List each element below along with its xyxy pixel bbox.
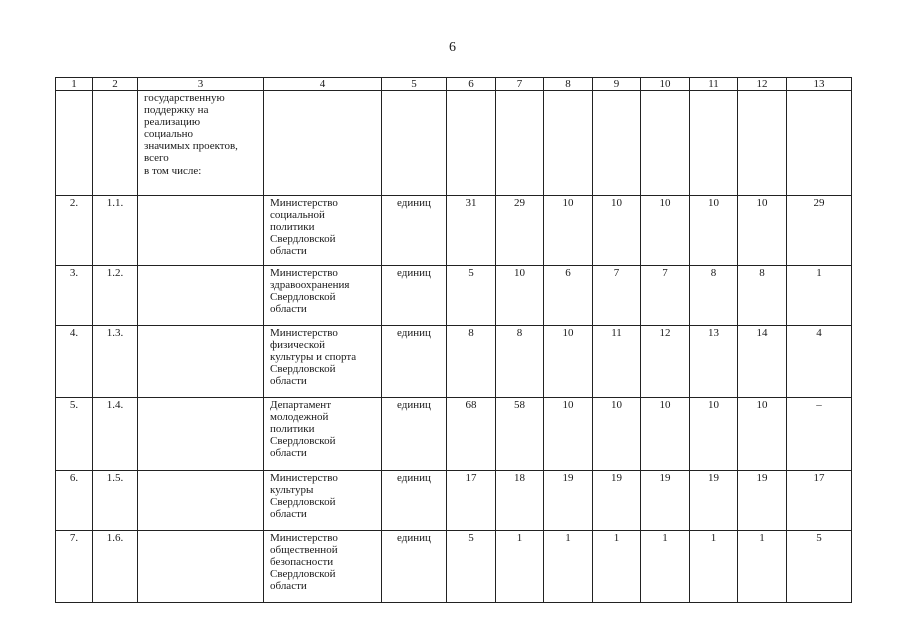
cell-value-col-11: 19 [690, 471, 738, 531]
cell-value-col-11: 1 [690, 531, 738, 603]
cell-unit [382, 91, 447, 196]
cell-value-col-12: 10 [738, 398, 787, 471]
cell-unit: единиц [382, 266, 447, 326]
page-number: 6 [449, 40, 456, 55]
column-header-1: 1 [56, 78, 93, 91]
cell-value-col-8: 10 [544, 398, 593, 471]
cell-agency: Министерство здравоохранения Свердловской области [264, 266, 382, 326]
cell-row-number: 5. [56, 398, 93, 471]
indicators-table [55, 77, 852, 603]
column-header-12: 12 [738, 78, 787, 91]
cell-row-number: 2. [56, 196, 93, 266]
cell-row-number: 7. [56, 531, 93, 603]
cell-value-col-11: 8 [690, 266, 738, 326]
cell-value-col-6: 5 [447, 266, 496, 326]
cell-value-col-13 [787, 91, 852, 196]
column-header-8: 8 [544, 78, 593, 91]
cell-agency: Министерство физической культуры и спорта Свердловской области [264, 326, 382, 398]
cell-value-col-6: 5 [447, 531, 496, 603]
column-header-11: 11 [690, 78, 738, 91]
cell-unit: единиц [382, 471, 447, 531]
cell-value-col-11: 10 [690, 398, 738, 471]
column-header-6: 6 [447, 78, 496, 91]
column-header-3: 3 [138, 78, 264, 91]
cell-value-col-7 [496, 91, 544, 196]
cell-value-col-9 [593, 91, 641, 196]
cell-item-code [93, 91, 138, 196]
cell-value-col-7: 1 [496, 531, 544, 603]
cell-item-code: 1.6. [93, 531, 138, 603]
cell-agency: Департамент молодежной политики Свердловской области [264, 398, 382, 471]
cell-value-col-7: 10 [496, 266, 544, 326]
cell-indicator-name [138, 531, 264, 603]
column-header-2: 2 [93, 78, 138, 91]
cell-agency: Министерство социальной политики Свердловской области [264, 196, 382, 266]
cell-value-col-9: 10 [593, 398, 641, 471]
cell-agency: Министерство общественной безопасности Свердловской области [264, 531, 382, 603]
cell-unit: единиц [382, 398, 447, 471]
cell-value-col-11 [690, 91, 738, 196]
cell-value-col-13: – [787, 398, 852, 471]
cell-value-col-12: 19 [738, 471, 787, 531]
cell-value-col-9: 11 [593, 326, 641, 398]
cell-value-col-9: 10 [593, 196, 641, 266]
cell-value-col-8: 6 [544, 266, 593, 326]
table-row [56, 326, 852, 398]
table-row [56, 398, 852, 471]
cell-value-col-8: 10 [544, 196, 593, 266]
table-row [56, 531, 852, 603]
cell-unit: единиц [382, 531, 447, 603]
cell-value-col-12: 8 [738, 266, 787, 326]
cell-value-col-6: 68 [447, 398, 496, 471]
cell-value-col-12 [738, 91, 787, 196]
cell-value-col-13: 29 [787, 196, 852, 266]
cell-indicator-name: государственную поддержку на реализацию социально значимых проектов, всего в том числе: [138, 91, 264, 196]
cell-value-col-10: 10 [641, 398, 690, 471]
cell-value-col-13: 5 [787, 531, 852, 603]
cell-row-number [56, 91, 93, 196]
cell-agency [264, 91, 382, 196]
column-header-5: 5 [382, 78, 447, 91]
column-header-9: 9 [593, 78, 641, 91]
cell-value-col-8: 1 [544, 531, 593, 603]
cell-value-col-10: 19 [641, 471, 690, 531]
cell-value-col-13: 4 [787, 326, 852, 398]
cell-indicator-name [138, 196, 264, 266]
cell-indicator-name [138, 398, 264, 471]
cell-value-col-6 [447, 91, 496, 196]
column-header-7: 7 [496, 78, 544, 91]
table-row [56, 196, 852, 266]
cell-item-code: 1.2. [93, 266, 138, 326]
cell-indicator-name [138, 266, 264, 326]
table-row [56, 266, 852, 326]
column-header-4: 4 [264, 78, 382, 91]
cell-value-col-12: 1 [738, 531, 787, 603]
cell-unit: единиц [382, 196, 447, 266]
cell-value-col-7: 58 [496, 398, 544, 471]
cell-item-code: 1.5. [93, 471, 138, 531]
cell-item-code: 1.3. [93, 326, 138, 398]
cell-item-code: 1.1. [93, 196, 138, 266]
cell-value-col-10 [641, 91, 690, 196]
cell-value-col-13: 17 [787, 471, 852, 531]
table-row [56, 471, 852, 531]
cell-value-col-11: 10 [690, 196, 738, 266]
table-row [56, 91, 852, 196]
cell-value-col-7: 18 [496, 471, 544, 531]
column-header-13: 13 [787, 78, 852, 91]
cell-value-col-6: 17 [447, 471, 496, 531]
cell-value-col-11: 13 [690, 326, 738, 398]
cell-value-col-8 [544, 91, 593, 196]
cell-value-col-9: 1 [593, 531, 641, 603]
cell-unit: единиц [382, 326, 447, 398]
cell-value-col-9: 7 [593, 266, 641, 326]
cell-agency: Министерство культуры Свердловской области [264, 471, 382, 531]
cell-value-col-7: 8 [496, 326, 544, 398]
cell-value-col-6: 31 [447, 196, 496, 266]
cell-row-number: 3. [56, 266, 93, 326]
cell-value-col-6: 8 [447, 326, 496, 398]
cell-value-col-13: 1 [787, 266, 852, 326]
cell-indicator-name [138, 471, 264, 531]
cell-value-col-7: 29 [496, 196, 544, 266]
cell-value-col-9: 19 [593, 471, 641, 531]
cell-indicator-name [138, 326, 264, 398]
cell-value-col-10: 12 [641, 326, 690, 398]
cell-value-col-10: 7 [641, 266, 690, 326]
cell-item-code: 1.4. [93, 398, 138, 471]
cell-value-col-10: 10 [641, 196, 690, 266]
cell-value-col-12: 10 [738, 196, 787, 266]
cell-row-number: 4. [56, 326, 93, 398]
cell-row-number: 6. [56, 471, 93, 531]
table-header-row [56, 78, 852, 91]
cell-value-col-8: 10 [544, 326, 593, 398]
cell-value-col-8: 19 [544, 471, 593, 531]
cell-value-col-10: 1 [641, 531, 690, 603]
cell-value-col-12: 14 [738, 326, 787, 398]
column-header-10: 10 [641, 78, 690, 91]
